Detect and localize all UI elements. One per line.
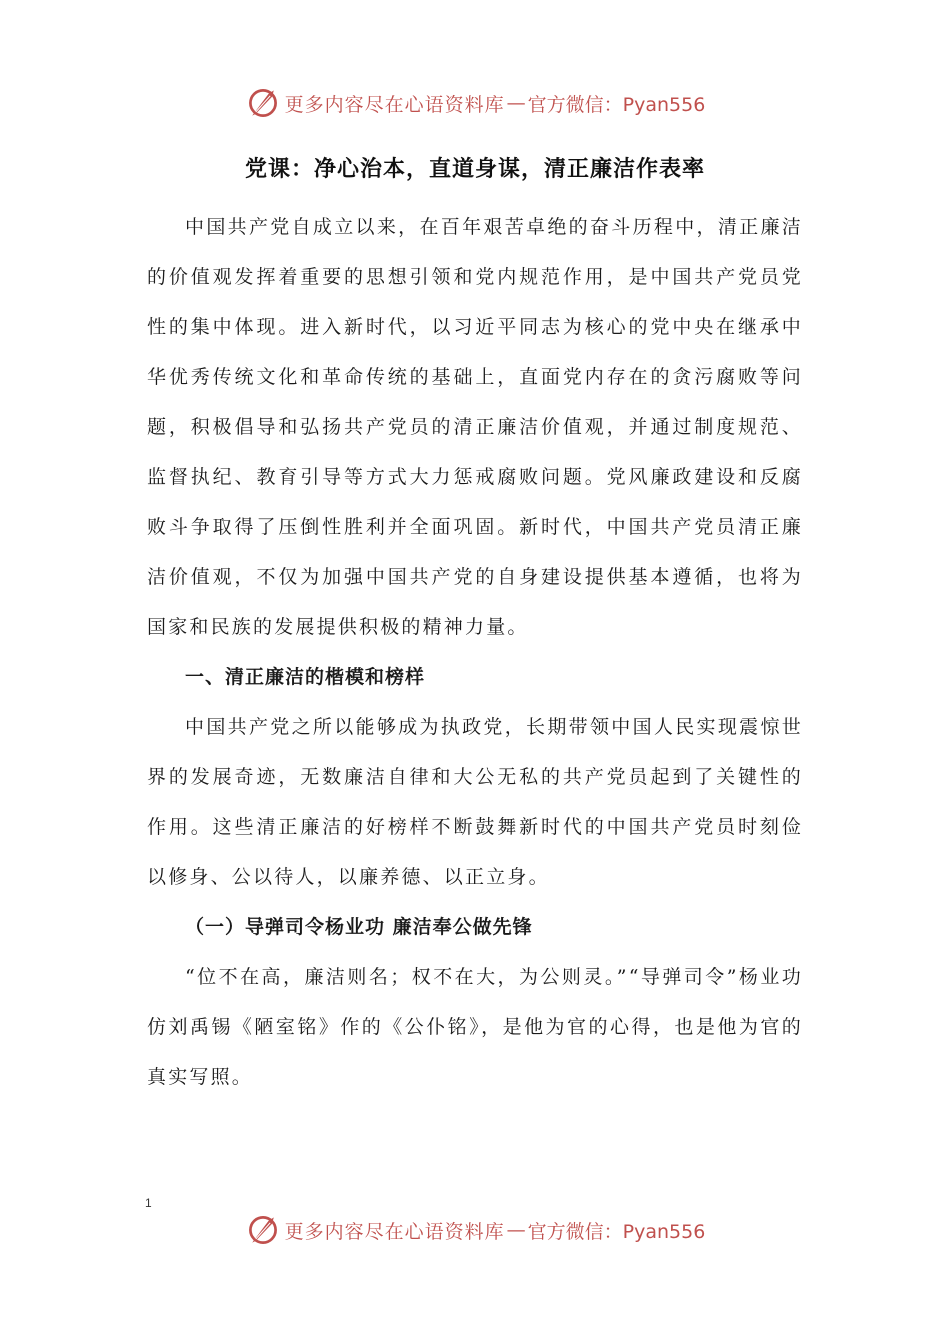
header-brand-text: 更多内容尽在心语资料库: [284, 93, 505, 116]
page-number: 1: [145, 1196, 152, 1210]
subsection-1-heading: （一）导弹司令杨业功 廉洁奉公做先锋: [185, 916, 533, 938]
footer-separator: —: [506, 1219, 526, 1241]
header-separator: —: [506, 92, 526, 114]
feather-pen-logo-icon: [245, 1212, 281, 1248]
header-banner: [0, 83, 950, 123]
footer-banner: [0, 1210, 950, 1250]
section-1-paragraph: 中国共产党之所以能够成为执政党，长期带领中国人民实现震惊世界的发展奇迹，无数廉洁自律和大公无私的共产党员起到了关键性的作用。这些清正廉洁的好榜样不断鼓舞新时代的中国共产党员时刻俭以修身、公以待人，以廉养德、以正立身。: [147, 716, 803, 888]
footer-wechat-text: 官方微信：Pyan556: [527, 1220, 706, 1243]
feather-pen-logo-icon: [245, 85, 281, 121]
document-title: 党课：净心治本，直道身谋，清正廉洁作表率: [244, 157, 705, 182]
intro-paragraph: 中国共产党自成立以来，在百年艰苦卓绝的奋斗历程中，清正廉洁的价值观发挥着重要的思想引领和党内规范作用，是中国共产党员党性的集中体现。进入新时代，以习近平同志为核心的党中央在继承中华优秀传统文化和革命传统的基础上，直面党内存在的贪污腐败等问题，积极倡导和弘扬共产党员的清正廉洁价值观，并通过制度规范、监督执纪、教育引导等方式大力惩戒腐败问题。党风廉政建设和反腐败斗争取得了压倒性胜利并全面巩固。新时代，中国共产党员清正廉洁价值观，不仅为加强中国共产党的自身建设提供基本遵循，也将为国家和民族的发展提供积极的精神力量。: [147, 216, 803, 638]
document-body: [147, 150, 803, 1102]
header-wechat-text: 官方微信：Pyan556: [527, 93, 706, 116]
footer-brand-text: 更多内容尽在心语资料库: [284, 1220, 505, 1243]
subsection-1-paragraph: “位不在高，廉洁则名；权不在大，为公则灵。”“导弹司令”杨业功仿刘禹锡《陋室铭》作的《公仆铭》，是他为官的心得，也是他为官的真实写照。: [147, 966, 803, 1088]
section-1-heading: 一、清正廉洁的楷模和榜样: [185, 666, 426, 688]
